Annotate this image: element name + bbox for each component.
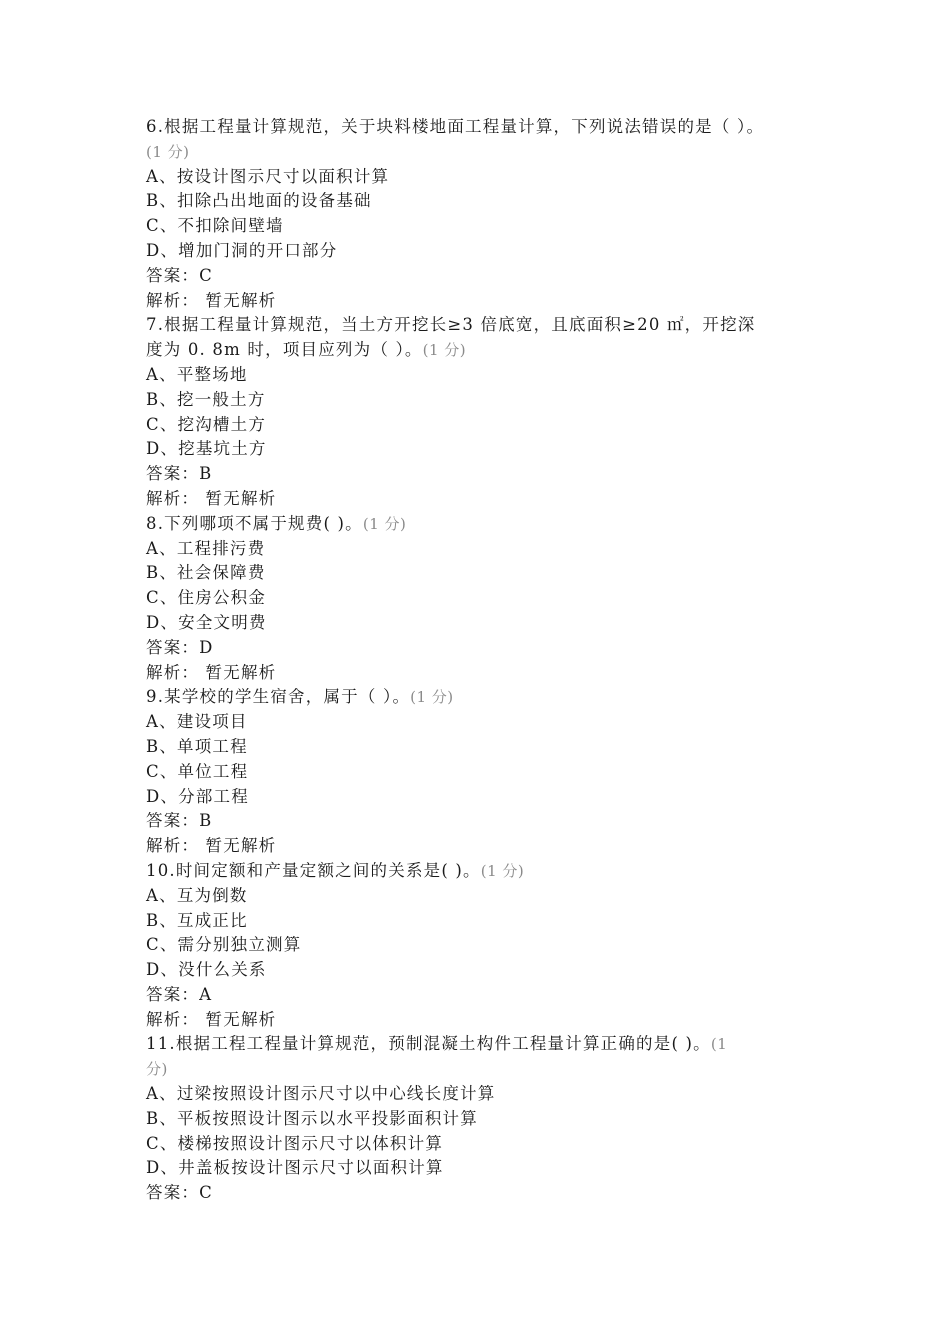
question-score: (1 分)	[422, 341, 467, 360]
question-9-option-b: B、单项工程	[146, 736, 248, 756]
question-8-option-d: D、安全文明费	[146, 612, 267, 632]
question-8-stem: 8.下列哪项不属于规费( )。(1 分)	[146, 513, 407, 533]
question-6-analysis: 解析： 暂无解析	[146, 290, 277, 310]
question-score: (1 分)	[362, 514, 407, 533]
question-6-score-line	[146, 140, 816, 165]
question-8-option-c: C、住房公积金	[146, 588, 267, 608]
question-7-option-b: B、挖一般土方	[146, 389, 266, 409]
question-6-option-d: D、增加门洞的开口部分	[146, 240, 338, 260]
question-7-option-c: C、挖沟槽土方	[146, 414, 267, 434]
question-8-option-b: B、社会保障费	[146, 563, 266, 583]
question-score: (1	[710, 1035, 728, 1054]
question-11-stem: 11.根据工程工程量计算规范，预制混凝土构件工程量计算正确的是( )。(1	[146, 1034, 728, 1054]
question-7-analysis: 解析： 暂无解析	[146, 488, 277, 508]
question-score: (1 分)	[146, 142, 190, 161]
question-9-option-c: C、单位工程	[146, 761, 249, 781]
question-7-option-d: D、挖基坑土方	[146, 439, 267, 459]
question-10-analysis: 解析： 暂无解析	[146, 1009, 277, 1029]
question-7-stem: 7.根据工程量计算规范，当土方开挖长≥3 倍底宽，且底面积≥20 ㎡，开挖深	[146, 315, 756, 335]
question-11-option-c: C、楼梯按照设计图示尺寸以体积计算	[146, 1133, 444, 1153]
question-8-option-a: A、工程排污费	[146, 538, 266, 558]
question-11-score-line	[146, 1057, 816, 1082]
question-11-option-a: A、过梁按照设计图示尺寸以中心线长度计算	[146, 1084, 496, 1104]
question-11-answer: 答案：C	[146, 1183, 213, 1203]
question-6-answer: 答案：C	[146, 265, 213, 285]
question-7-option-a: A、平整场地	[146, 364, 248, 384]
question-10-answer: 答案：A	[146, 984, 213, 1004]
question-score: 分)	[146, 1060, 168, 1079]
question-7-stem-continued: 度为 0. 8m 时，项目应列为（ ）。(1 分)	[146, 340, 467, 360]
question-10-option-b: B、互成正比	[146, 910, 248, 930]
question-6-option-a: A、按设计图示尺寸以面积计算	[146, 166, 390, 186]
question-9-option-a: A、建设项目	[146, 712, 248, 732]
question-score: (1 分)	[410, 688, 454, 707]
question-9-answer: 答案：B	[146, 811, 213, 831]
question-8-answer: 答案：D	[146, 637, 214, 657]
question-document	[146, 115, 816, 1206]
question-9-stem: 9.某学校的学生宿舍，属于（ ）。(1 分)	[146, 687, 454, 707]
question-score: (1 分)	[480, 861, 525, 880]
question-11-option-d: D、井盖板按设计图示尺寸以面积计算	[146, 1158, 444, 1178]
question-6-option-b: B、扣除凸出地面的设备基础	[146, 191, 372, 211]
question-10-option-d: D、没什么关系	[146, 960, 267, 980]
question-11-option-b: B、平板按照设计图示以水平投影面积计算	[146, 1108, 478, 1128]
question-6-option-c: C、不扣除间壁墙	[146, 216, 284, 236]
question-8-analysis: 解析： 暂无解析	[146, 662, 277, 682]
question-10-option-a: A、互为倒数	[146, 885, 248, 905]
question-10-option-c: C、需分别独立测算	[146, 935, 302, 955]
question-6-stem: 6.根据工程量计算规范，关于块料楼地面工程量计算，下列说法错误的是（ ）。	[146, 117, 765, 136]
question-9-option-d: D、分部工程	[146, 786, 249, 806]
question-7-answer: 答案：B	[146, 464, 213, 484]
question-9-analysis: 解析： 暂无解析	[146, 836, 277, 856]
question-10-stem: 10.时间定额和产量定额之间的关系是( )。(1 分)	[146, 860, 525, 880]
